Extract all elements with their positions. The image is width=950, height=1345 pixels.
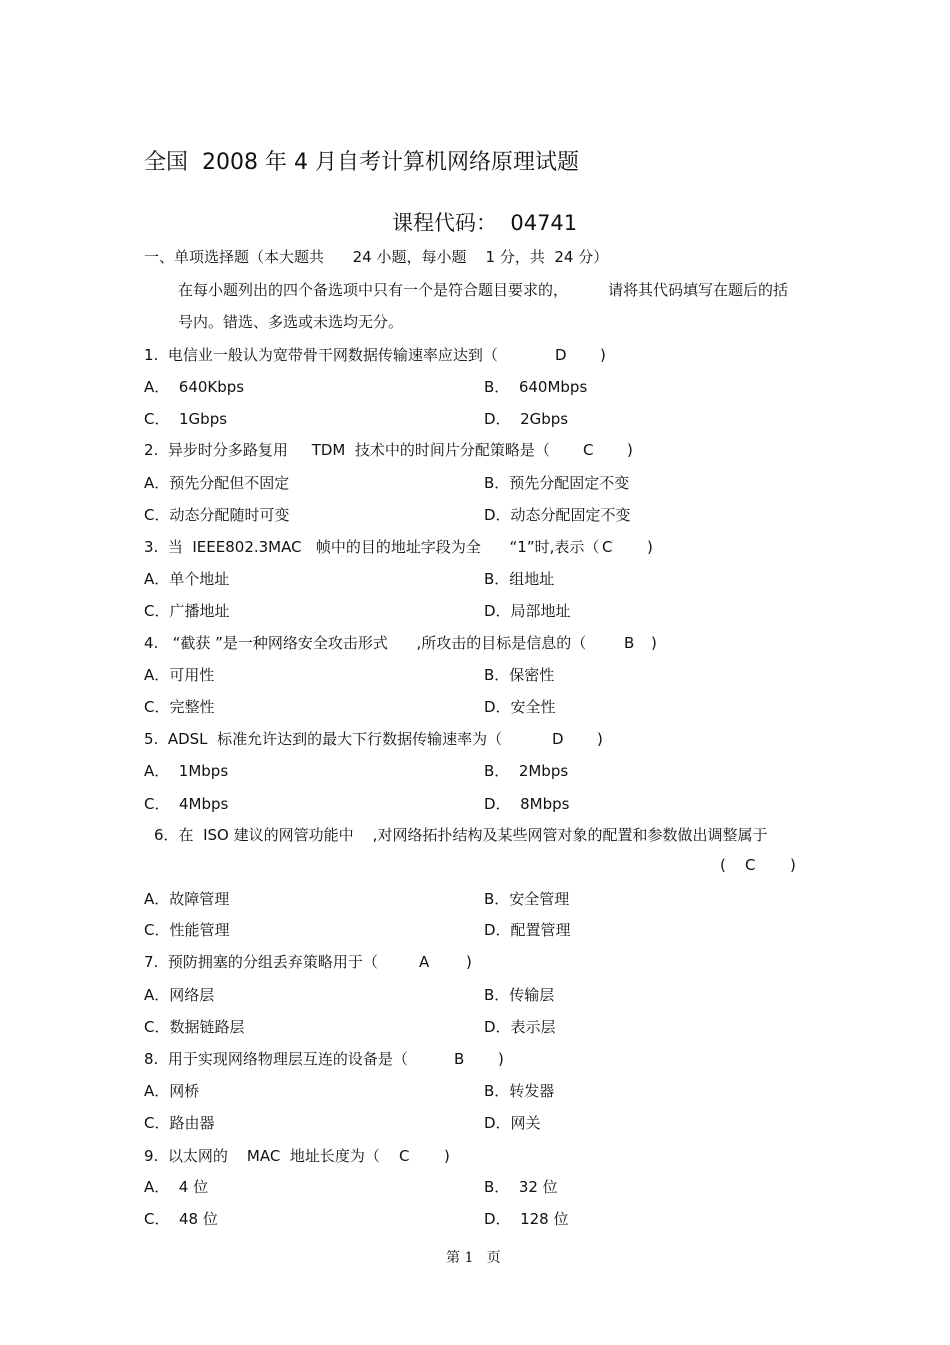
answer-letter: B: [624, 634, 635, 652]
option-c: C．性能管理: [144, 921, 230, 939]
option-d: D．网关: [484, 1114, 541, 1132]
option-b: B．保密性: [484, 666, 555, 684]
question-stem: 2. 异步时分多路复用 TDM 技术中的时间片分配策略是（: [144, 441, 550, 459]
option-a: A． 1Mbps: [144, 762, 229, 780]
option-a: A．预先分配但不固定: [144, 474, 290, 492]
question-stem: 4. “截获 ”是一种网络安全攻击形式 ,所攻击的目标是信息的（: [144, 634, 587, 652]
option-d: D． 128 位: [484, 1210, 569, 1228]
option-c: C．广播地址: [144, 602, 230, 620]
answer-letter: C: [602, 538, 613, 556]
question-stem: 7. 预防拥塞的分组丢弃策略用于（: [144, 953, 378, 971]
answer-letter: C: [745, 856, 756, 874]
close-paren: ): [790, 856, 796, 874]
option-d: D．动态分配固定不变: [484, 506, 631, 524]
close-paren: ): [627, 441, 633, 459]
close-paren: ): [498, 1050, 504, 1068]
question-stem: 6．在 ISO 建议的网管功能中 ,对网络拓扑结构及某些网管对象的配置和参数做出调整属于: [154, 826, 768, 844]
option-a: A． 640Kbps: [144, 378, 245, 396]
question-stem: 3. 当 IEEE802.3MAC 帧中的目的地址字段为全 “1”时,表示（: [144, 538, 600, 556]
close-paren: ): [651, 634, 657, 652]
option-c: C．动态分配随时可变: [144, 506, 290, 524]
instruction-line-1: 在每小题列出的四个备选项中只有一个是符合题目要求的，: [178, 281, 569, 299]
question-stem: 1. 电信业一般认为宽带骨干网数据传输速率应达到（: [144, 346, 498, 364]
instruction-line-2: 请将其代码填写在题后的括: [608, 281, 789, 299]
option-b: B．传输层: [484, 986, 555, 1004]
close-paren: ): [597, 730, 603, 748]
close-paren: ): [444, 1147, 450, 1165]
option-a: A．可用性: [144, 666, 215, 684]
answer-letter: C: [583, 441, 594, 459]
page-title: 全国 2008 年 4 月自考计算机网络原理试题: [144, 150, 579, 175]
option-a: A．故障管理: [144, 890, 230, 908]
section-heading: 一、单项选择题（本大题共 24 小题，每小题 1 分，共 24 分）: [144, 248, 609, 266]
option-c: C． 1Gbps: [144, 410, 228, 428]
answer-letter: D: [555, 346, 567, 364]
answer-letter: C: [399, 1147, 410, 1165]
option-d: D． 2Gbps: [484, 410, 569, 428]
instruction-line-3: 号内。错选、多选或未选均无分。: [178, 313, 404, 331]
option-b: B． 32 位: [484, 1178, 558, 1196]
close-paren: ): [647, 538, 653, 556]
answer-letter: D: [552, 730, 564, 748]
question-stem: 8. 用于实现网络物理层互连的设备是（: [144, 1050, 408, 1068]
option-a: A．单个地址: [144, 570, 230, 588]
option-c: C．完整性: [144, 698, 215, 716]
option-d: D．局部地址: [484, 602, 571, 620]
option-c: C． 48 位: [144, 1210, 218, 1228]
option-d: D．配置管理: [484, 921, 571, 939]
option-d: D． 8Mbps: [484, 795, 570, 813]
close-paren: ): [600, 346, 606, 364]
close-paren: ): [466, 953, 472, 971]
course-code: 课程代码： 04741: [392, 211, 578, 235]
answer-letter: B: [454, 1050, 465, 1068]
option-c: C． 4Mbps: [144, 795, 229, 813]
option-a: A． 4 位: [144, 1178, 209, 1196]
option-b: B．转发器: [484, 1082, 555, 1100]
option-b: B． 2Mbps: [484, 762, 569, 780]
option-c: C．数据链路层: [144, 1018, 245, 1036]
page-number: 第 1 页: [446, 1250, 501, 1266]
option-b: B． 640Mbps: [484, 378, 588, 396]
option-d: D．安全性: [484, 698, 556, 716]
option-b: B．安全管理: [484, 890, 570, 908]
question-stem: 5. ADSL 标准允许达到的最大下行数据传输速率为（: [144, 730, 503, 748]
option-b: B．组地址: [484, 570, 555, 588]
question-stem: 9. 以太网的 MAC 地址长度为（: [144, 1147, 380, 1165]
option-a: A．网络层: [144, 986, 215, 1004]
option-d: D．表示层: [484, 1018, 556, 1036]
answer-letter: A: [419, 953, 430, 971]
option-a: A．网桥: [144, 1082, 200, 1100]
open-paren: (: [720, 856, 726, 874]
option-b: B．预先分配固定不变: [484, 474, 630, 492]
option-c: C．路由器: [144, 1114, 215, 1132]
